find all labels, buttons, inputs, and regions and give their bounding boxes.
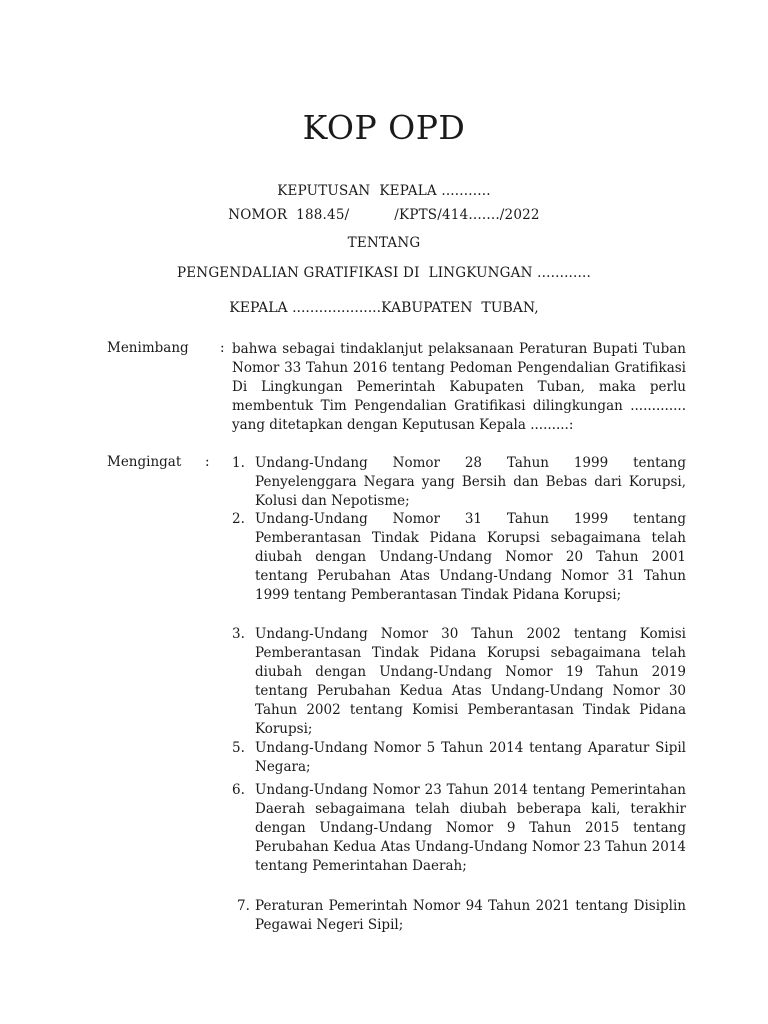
judul-line: PENGENDALIAN GRATIFIKASI DI LINGKUNGAN ............ [176,265,592,281]
list-item-number: 7. [237,898,250,914]
menimbang-text: bahwa sebagai tindaklanjut pelaksanaan Peraturan Bupati Tuban Nomor 33 Tahun 2016 tentang Pedoman Pengendalian Gratifikasi Di Lingkungan Pemerintah Kabupaten Tuban, maka perlu membentuk Tim Pengendalian Gratifikasi dilingkungan ............. yang ditetapkan dengan Keputusan Kepala .........: [232,341,686,433]
list-item [232,625,686,739]
list-item [232,897,686,935]
keputusan-heading: KEPUTUSAN KEPALA ........... [277,183,491,199]
list-item [232,510,686,605]
list-item-number: 6. [232,782,245,798]
list-item [232,781,686,876]
list-item-text: Undang-Undang Nomor 23 Tahun 2014 tentang Pemerintahan Daerah sebagaimana telah diubah beberapa kali, terakhir dengan Undang-Undang Nomor 9 Tahun 2015 tentang Perubahan Kedua Atas Undang-Undang Nomor 23 Tahun 2014 tentang Pemerintahan Daerah; [255,782,686,874]
list-item-number: 2. [232,511,245,527]
tentang-heading: TENTANG [347,235,421,251]
list-item-text: Undang-Undang Nomor 30 Tahun 2002 tentang Komisi Pemberantasan Tindak Pidana Korupsi sebagaimana telah diubah dengan Undang-Undang Nomor 19 Tahun 2019 tentang Perubahan Kedua Atas Undang-Undang Nomor 30 Tahun 2002 tentang Komisi Pemberantasan Tindak Pidana Korupsi; [255,626,686,737]
menimbang-colon: : [220,340,225,356]
list-item-number: 3. [232,626,245,642]
list-item-number: 5. [232,740,245,756]
list-item-text: Peraturan Pemerintah Nomor 94 Tahun 2021 tentang Disiplin Pegawai Negeri Sipil; [255,898,686,933]
mengingat-colon: : [205,454,210,470]
kop-opd-title: KOP OPD [302,108,466,147]
list-item [232,454,686,511]
list-item-number: 1. [232,455,245,471]
mengingat-label: Mengingat [107,454,182,470]
list-item [232,739,686,777]
kepala-line: KEPALA ....................KABUPATEN TUBAN, [229,300,539,316]
list-item-text: Undang-Undang Nomor 5 Tahun 2014 tentang Aparatur Sipil Negara; [255,740,686,775]
nomor-line: NOMOR 188.45/ /KPTS/414......./2022 [228,207,540,223]
menimbang-label: Menimbang [107,340,189,356]
list-item-text: Undang-Undang Nomor 28 Tahun 1999 tentang Penyelenggara Negara yang Bersih dan Bebas dari Korupsi, Kolusi dan Nepotisme; [255,455,686,509]
list-item-text: Undang-Undang Nomor 31 Tahun 1999 tentang Pemberantasan Tindak Pidana Korupsi sebagaimana telah diubah dengan Undang-Undang Nomor 20 Tahun 2001 tentang Perubahan Atas Undang-Undang Nomor 31 Tahun 1999 tentang Pemberantasan Tindak Pidana Korupsi; [255,511,686,603]
